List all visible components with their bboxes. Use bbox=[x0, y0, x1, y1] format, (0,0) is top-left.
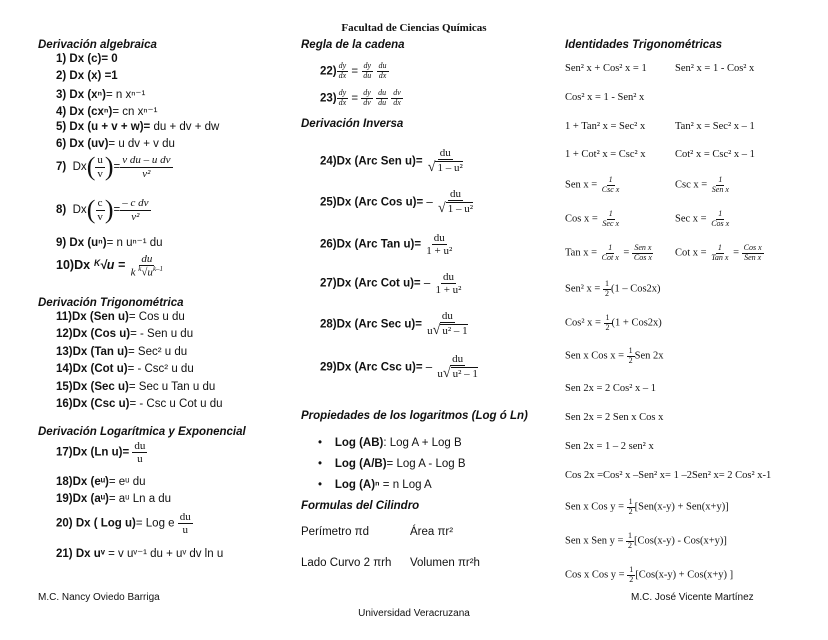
heading-cylinder: Formulas del Cilindro bbox=[301, 500, 420, 512]
page-title: Facultad de Ciencias Químicas bbox=[341, 22, 487, 34]
identity-sen2x-b: Sen 2x = 2 Sen x Cos x bbox=[565, 412, 664, 423]
author-left: M.C. Nancy Oviedo Barriga bbox=[38, 592, 160, 603]
rule-19: 19)Dx (aᵘ)= aᵘ Ln a du bbox=[56, 493, 172, 505]
rule-9: 9) Dx (uⁿ)= n uⁿ⁻¹ du bbox=[56, 237, 163, 249]
identity-sen2-half: Sen² x = $\frac{1}{2}$ (1 – Cos2x) bbox=[565, 279, 661, 298]
identity-tan-quot: Tan x = $\frac{1}{\text{Cot x}}$ = $\frac{\text{Sen x}}{\text{Cos x}}$ bbox=[565, 243, 652, 262]
rule-5: 5) Dx (u + v + w)= du + dv + dw bbox=[56, 121, 220, 133]
identity-sec-recip: Sec x = $\frac{1}{\text{Cos x}}$ bbox=[675, 209, 730, 228]
rule-14: 14)Dx (Cot u)= - Csc² u du bbox=[56, 363, 194, 375]
cylinder-lateral: Lado Curvo 2 πrh bbox=[301, 557, 392, 569]
identity-sen2x-a: Sen 2x = 2 Cos² x – 1 bbox=[565, 383, 657, 394]
identity-cos2: Cos² x = 1 - Sen² x bbox=[565, 92, 645, 103]
log-prop-3: • Log (A)ⁿ = n Log A bbox=[318, 479, 432, 491]
rule-2: 2) Dx (x) =1 bbox=[56, 70, 118, 82]
rule-29: 29)Dx (Arc Csc u)= – $\frac{du}{\text{u√ u² – 1}}$ bbox=[320, 353, 478, 382]
log-prop-2: • Log (A/B)= Log A - Log B bbox=[318, 458, 466, 470]
identity-cot2: Cot² x = Csc² x – 1 bbox=[675, 149, 755, 160]
heading-log-exp: Derivación Logarítmica y Exponencial bbox=[38, 426, 246, 438]
rule-16: 16)Dx (Csc u)= - Csc u Cot u du bbox=[56, 398, 223, 410]
rule-24: 24)Dx (Arc Sen u)= $\frac{du}{\text{√ 1 – u²}}$ bbox=[320, 147, 463, 176]
university-name: Universidad Veracruzana bbox=[358, 608, 470, 619]
identity-cos-recip: Cos x = $\frac{1}{\text{Sec x}}$ bbox=[565, 209, 620, 228]
rule-10: 10)Dx ᴷ√u = $\frac{du}{k ^k√u^{k-1}}$ bbox=[56, 253, 164, 279]
rule-15: 15)Dx (Sec u)= Sec u Tan u du bbox=[56, 381, 216, 393]
identity-pythag-1: Sen² x + Cos² x = 1 bbox=[565, 63, 647, 74]
identity-pythag-2: Sen² x = 1 - Cos² x bbox=[675, 63, 755, 74]
identity-sen-recip: Sen x = $\frac{1}{\text{Csc x}}$ bbox=[565, 175, 620, 194]
heading-identities: Identidades Trigonométricas bbox=[565, 39, 722, 51]
rule-8: 8) Dx( $\frac{c}{v}$ )= $\frac{\text{– c dv}}{\text{v²}}$ bbox=[56, 195, 149, 224]
identity-prod-sen-sen: Sen x Sen y = $\frac{1}{2}$ [Cos(x-y) - Cos(x+y)] bbox=[565, 531, 727, 550]
rule-11: 11)Dx (Sen u)= Cos u du bbox=[56, 311, 185, 323]
identity-cos2x: Cos 2x =Cos² x –Sen² x= 1 –2Sen² x= 2 Cos² x-1 bbox=[565, 470, 772, 481]
rule-4: 4) Dx (cxⁿ)= cn xⁿ⁻¹ bbox=[56, 106, 158, 118]
cylinder-area: Área πr² bbox=[410, 526, 454, 538]
rule-25: 25)Dx (Arc Cos u)= – $\frac{du}{\text{√ 1 – u²}}$ bbox=[320, 188, 474, 217]
rule-13: 13)Dx (Tan u)= Sec² u du bbox=[56, 346, 188, 358]
heading-inverse: Derivación Inversa bbox=[301, 118, 404, 130]
rule-18: 18)Dx (eᵘ)= eᵘ du bbox=[56, 476, 146, 488]
identity-tan2: Tan² x = Sec² x – 1 bbox=[675, 121, 755, 132]
rule-26: 26)Dx (Arc Tan u)= $\frac{du}{\text{1 + u²}}$ bbox=[320, 232, 453, 258]
heading-trig: Derivación Trigonométrica bbox=[38, 297, 184, 309]
rule-6: 6) Dx (uv)= u dv + v du bbox=[56, 138, 175, 150]
rule-12: 12)Dx (Cos u)= - Sen u du bbox=[56, 328, 194, 340]
rule-7: 7) Dx( $\frac{u}{v}$ )= $\frac{\text{v du – u dv}}{\text{v²}}$ bbox=[56, 152, 171, 181]
cylinder-perimeter: Perímetro πd bbox=[301, 526, 370, 538]
identity-csc-recip: Csc x = $\frac{1}{\text{Sen x}}$ bbox=[675, 175, 729, 194]
identity-cos2-half: Cos² x = $\frac{1}{2}$ (1 + Cos2x) bbox=[565, 313, 662, 332]
identity-cot-quot: Cot x = $\frac{1}{\text{Tan x}}$ = $\frac{\text{Cos x}}{\text{Sen x}}$ bbox=[675, 243, 762, 262]
rule-22: 22) $\frac{dy}{dx}$ = $\frac{dy}{du}$ $\frac{du}{dx}$ bbox=[320, 61, 387, 80]
rule-27: 27)Dx (Arc Cot u)= – $\frac{du}{\text{1 + u²}}$ bbox=[320, 271, 462, 297]
rule-3: 3) Dx (xⁿ)= n xⁿ⁻¹ bbox=[56, 89, 146, 101]
log-prop-1: • Log (AB): Log A + Log B bbox=[318, 437, 462, 449]
heading-chain-rule: Regla de la cadena bbox=[301, 39, 405, 51]
rule-20: 20) Dx ( Log u)= Log e $\frac{du}{u}$ bbox=[56, 511, 191, 537]
heading-algebraic: Derivación algebraica bbox=[38, 39, 157, 51]
author-right: M.C. José Vicente Martínez bbox=[631, 592, 754, 603]
identity-tan-sec: 1 + Tan² x = Sec² x bbox=[565, 121, 646, 132]
rule-28: 28)Dx (Arc Sec u)= $\frac{du}{\text{u√ u² – 1}}$ bbox=[320, 310, 468, 339]
identity-prod-cos-cos: Cos x Cos y = $\frac{1}{2}$ [Cos(x-y) + Cos(x+y) ] bbox=[565, 565, 734, 584]
identity-prod-sen-cos: Sen x Cos y = $\frac{1}{2}$ [Sen(x-y) + Sen(x+y)] bbox=[565, 497, 729, 516]
identity-cot-csc: 1 + Cot² x = Csc² x bbox=[565, 149, 646, 160]
cylinder-volume: Volumen πr²h bbox=[410, 557, 480, 569]
heading-log-props: Propiedades de los logaritmos (Log ó Ln) bbox=[301, 410, 528, 422]
rule-1: 1) Dx (c)= 0 bbox=[56, 53, 118, 65]
identity-sen2x-c: Sen 2x = 1 – 2 sen² x bbox=[565, 441, 654, 452]
rule-23: 23) $\frac{dy}{dx}$ = $\frac{dy}{dv}$ $\frac{du}{du}$ $\frac{dv}{dx}$ bbox=[320, 88, 401, 107]
identity-sen-cos: Sen x Cos x = $\frac{1}{2}$ Sen 2x bbox=[565, 346, 664, 365]
rule-17: 17)Dx (Ln u)= $\frac{du}{u}$ bbox=[56, 440, 146, 466]
rule-21: 21) Dx uᵛ = v uᵛ⁻¹ du + uᵛ dv ln u bbox=[56, 548, 224, 560]
